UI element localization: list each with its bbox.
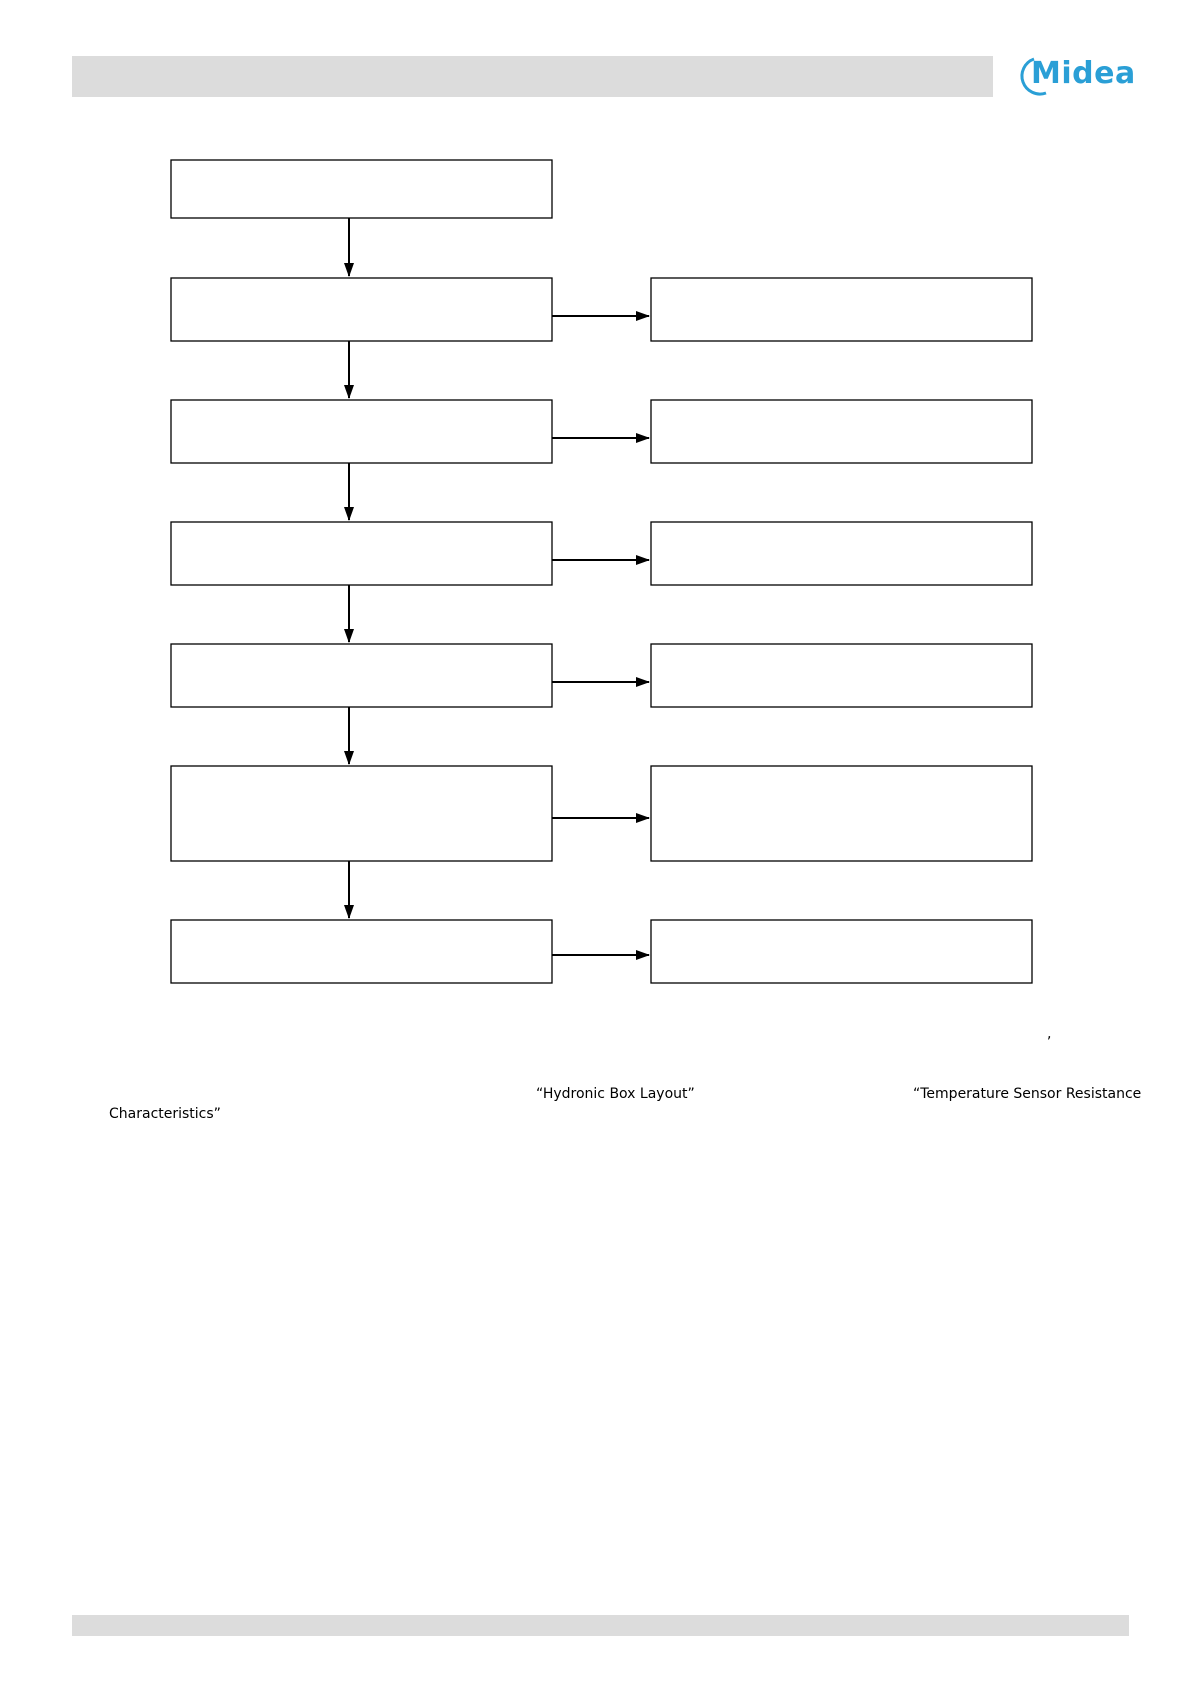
ref-hydronic-box-layout: “Hydronic Box Layout” [536,1086,695,1102]
main-step-6 [171,766,552,861]
main-step-7 [171,920,552,983]
side-step-5 [651,766,1032,861]
main-step-4 [171,522,552,585]
main-step-3 [171,400,552,463]
ref-temperature-sensor-line1: “Temperature Sensor Resistance [913,1086,1142,1102]
side-step-1 [651,278,1032,341]
side-step-4 [651,644,1032,707]
ref-temperature-sensor-line2: Characteristics” [109,1106,221,1122]
comma-mark: , [1047,1026,1052,1042]
main-step-5 [171,644,552,707]
logo-text: Midea [1031,56,1136,91]
side-step-6 [651,920,1032,983]
side-step-2 [651,400,1032,463]
footer-bar [72,1615,1129,1636]
main-step-1 [171,160,552,218]
side-step-3 [651,522,1032,585]
main-step-2 [171,278,552,341]
